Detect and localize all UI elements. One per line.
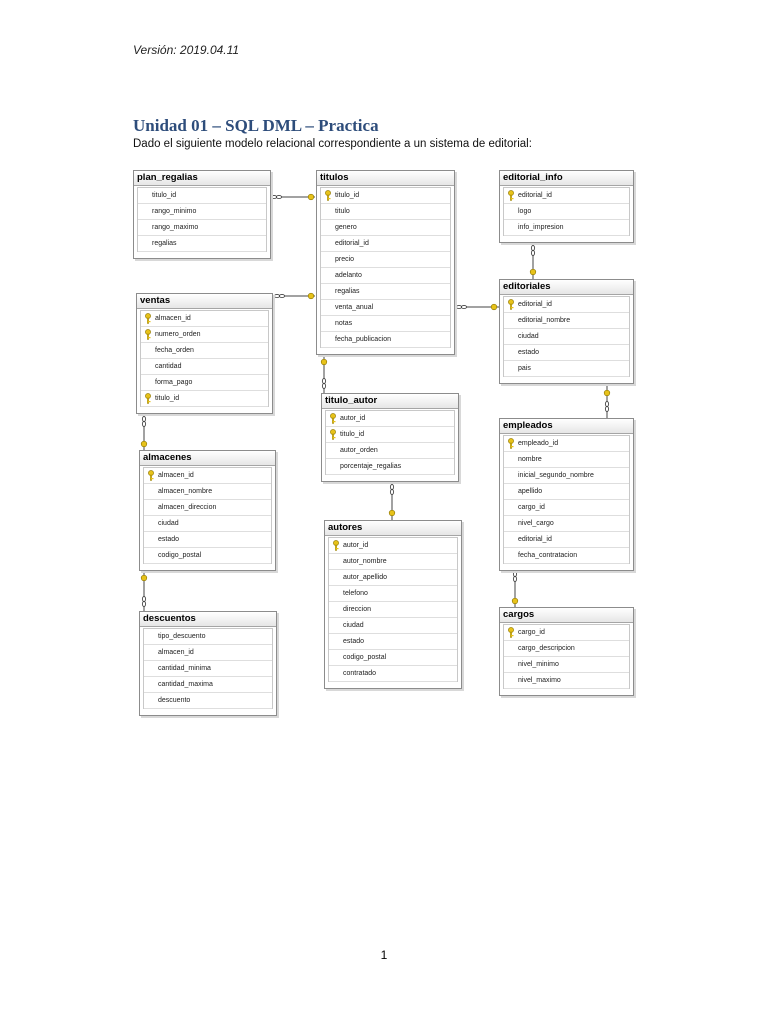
- column-name: cantidad_maxima: [158, 681, 213, 688]
- column-row: [504, 329, 629, 345]
- column-row: [144, 661, 272, 677]
- table-descuentos: [139, 611, 277, 716]
- many-end-marker: [390, 485, 393, 490]
- column-name: almacen_id: [155, 315, 191, 322]
- table-footer: [500, 689, 633, 695]
- column-name: regalias: [152, 240, 177, 247]
- column-name: estado: [158, 536, 180, 543]
- column-row: [144, 677, 272, 693]
- column-row: [321, 268, 450, 284]
- column-name: editorial_id: [518, 192, 552, 199]
- column-name: direccion: [343, 606, 372, 613]
- column-name: venta_anual: [335, 304, 374, 311]
- column-row: [144, 645, 272, 661]
- column-name: almacen_nombre: [158, 488, 213, 495]
- column-row: [329, 634, 457, 650]
- one-end-key-icon: [530, 269, 536, 275]
- column-name: adelanto: [335, 272, 362, 279]
- column-row: [138, 204, 266, 220]
- table-header: empleados: [500, 419, 633, 434]
- column-row: [141, 327, 268, 343]
- table-columns: [140, 310, 269, 407]
- table-editorial-info: [499, 170, 634, 243]
- table-header: cargos: [500, 608, 633, 623]
- column-name: inicial_segundo_nombre: [518, 472, 594, 479]
- many-end-marker: [457, 305, 462, 308]
- column-name: autor_orden: [340, 447, 378, 454]
- many-end-marker: [272, 195, 277, 198]
- column-name: estado: [518, 349, 540, 356]
- many-end-marker: [142, 602, 145, 607]
- one-end-key-icon: [389, 510, 395, 516]
- column-name: almacen_id: [158, 649, 194, 656]
- column-name: fecha_contratacion: [518, 552, 578, 559]
- column-row: [141, 343, 268, 359]
- column-row: [326, 443, 454, 459]
- many-end-marker: [142, 597, 145, 602]
- column-row: [504, 625, 629, 641]
- column-row: [504, 313, 629, 329]
- column-row: [329, 602, 457, 618]
- column-row: [321, 316, 450, 332]
- one-end-key-icon: [141, 441, 147, 447]
- column-row: [504, 204, 629, 220]
- page-number: 1: [380, 948, 388, 962]
- table-columns: [325, 410, 455, 475]
- column-name: pais: [518, 365, 531, 372]
- column-name: regalias: [335, 288, 360, 295]
- column-row: [329, 538, 457, 554]
- column-name: cargo_id: [518, 629, 545, 636]
- table-autores: [324, 520, 462, 689]
- column-row: [329, 554, 457, 570]
- column-row: [329, 570, 457, 586]
- column-row: [321, 252, 450, 268]
- table-columns: [137, 187, 267, 252]
- column-row: [329, 586, 457, 602]
- column-row: [138, 188, 266, 204]
- column-row: [138, 220, 266, 236]
- column-row: [321, 236, 450, 252]
- column-name: rango_maximo: [152, 224, 199, 231]
- many-end-marker: [390, 490, 393, 495]
- many-end-marker: [531, 251, 534, 256]
- column-row: [144, 516, 271, 532]
- one-end-key-icon: [491, 304, 497, 310]
- column-row: [144, 548, 271, 564]
- table-ventas: [136, 293, 273, 414]
- column-name: autor_nombre: [343, 558, 387, 565]
- column-name: editorial_id: [518, 536, 552, 543]
- column-row: [138, 236, 266, 252]
- column-row: [144, 532, 271, 548]
- column-row: [321, 188, 450, 204]
- column-row: [144, 468, 271, 484]
- table-cargos: [499, 607, 634, 696]
- column-name: titulo: [335, 208, 350, 215]
- table-header: titulo_autor: [322, 394, 458, 409]
- column-name: editorial_id: [518, 301, 552, 308]
- table-header: almacenes: [140, 451, 275, 466]
- table-columns: [328, 537, 458, 682]
- one-end-key-icon: [308, 194, 314, 200]
- table-header: editorial_info: [500, 171, 633, 186]
- table-footer: [500, 564, 633, 570]
- column-name: notas: [335, 320, 353, 327]
- table-columns: [143, 467, 272, 564]
- column-name: nivel_maximo: [518, 677, 561, 684]
- table-columns: [503, 187, 630, 236]
- column-row: [504, 361, 629, 377]
- table-header: plan_regalias: [134, 171, 270, 186]
- column-row: [326, 411, 454, 427]
- column-row: [144, 629, 272, 645]
- column-row: [141, 391, 268, 407]
- column-name: cargo_id: [518, 504, 545, 511]
- column-name: rango_minimo: [152, 208, 197, 215]
- column-name: nivel_minimo: [518, 661, 559, 668]
- many-end-marker: [513, 572, 516, 577]
- many-end-marker: [275, 294, 280, 297]
- column-name: almacen_id: [158, 472, 194, 479]
- many-end-marker: [277, 195, 282, 198]
- column-name: telefono: [343, 590, 368, 597]
- table-footer: [134, 252, 270, 258]
- many-end-marker: [280, 294, 285, 297]
- table-columns: [503, 624, 630, 689]
- column-name: autor_id: [343, 542, 369, 549]
- column-name: nivel_cargo: [518, 520, 554, 527]
- column-name: titulo_id: [152, 192, 177, 199]
- column-row: [504, 468, 629, 484]
- many-end-marker: [322, 384, 325, 389]
- column-name: precio: [335, 256, 355, 263]
- column-name: empleado_id: [518, 440, 559, 447]
- column-row: [144, 484, 271, 500]
- column-name: apellido: [518, 488, 543, 495]
- column-name: info_impresion: [518, 224, 564, 231]
- column-name: editorial_nombre: [518, 317, 571, 324]
- one-end-key-icon: [512, 598, 518, 604]
- one-end-key-icon: [308, 293, 314, 299]
- column-name: cantidad: [155, 363, 182, 370]
- column-row: [504, 657, 629, 673]
- column-row: [504, 345, 629, 361]
- column-row: [504, 673, 629, 689]
- column-name: forma_pago: [155, 379, 193, 386]
- table-columns: [143, 628, 273, 709]
- column-row: [141, 359, 268, 375]
- table-footer: [500, 236, 633, 242]
- column-row: [326, 459, 454, 475]
- column-name: tipo_descuento: [158, 633, 206, 640]
- column-row: [504, 516, 629, 532]
- column-name: logo: [518, 208, 532, 215]
- column-row: [326, 427, 454, 443]
- column-name: fecha_orden: [155, 347, 194, 354]
- column-name: porcentaje_regalias: [340, 463, 402, 470]
- column-row: [504, 484, 629, 500]
- column-row: [321, 284, 450, 300]
- column-name: contratado: [343, 670, 377, 677]
- column-row: [504, 297, 629, 313]
- column-name: fecha_publicacion: [335, 336, 392, 343]
- many-end-marker: [322, 379, 325, 384]
- column-row: [141, 375, 268, 391]
- column-name: autor_id: [340, 415, 366, 422]
- one-end-key-icon: [321, 359, 327, 365]
- column-name: genero: [335, 224, 357, 231]
- table-footer: [140, 709, 276, 715]
- column-name: cargo_descripcion: [518, 645, 575, 652]
- column-row: [504, 532, 629, 548]
- table-columns: [320, 187, 451, 348]
- table-header: autores: [325, 521, 461, 536]
- many-end-marker: [605, 402, 608, 407]
- column-row: [504, 188, 629, 204]
- table-columns: [503, 296, 630, 377]
- column-row: [141, 311, 268, 327]
- column-row: [321, 204, 450, 220]
- table-columns: [503, 435, 630, 564]
- column-name: titulo_id: [340, 431, 365, 438]
- table-editoriales: [499, 279, 634, 384]
- column-name: cantidad_minima: [158, 665, 211, 672]
- column-row: [144, 500, 271, 516]
- table-footer: [140, 564, 275, 570]
- column-name: autor_apellido: [343, 574, 387, 581]
- column-name: nombre: [518, 456, 542, 463]
- document-title: Unidad 01 – SQL DML – Practica: [133, 116, 379, 135]
- one-end-key-icon: [604, 390, 610, 396]
- table-footer: [500, 377, 633, 383]
- table-header: editoriales: [500, 280, 633, 295]
- table-footer: [317, 348, 454, 354]
- column-row: [329, 618, 457, 634]
- column-row: [504, 220, 629, 236]
- table-header: descuentos: [140, 612, 276, 627]
- table-titulos: [316, 170, 455, 355]
- many-end-marker: [462, 305, 467, 308]
- table-footer: [322, 475, 458, 481]
- column-name: almacen_direccion: [158, 504, 217, 511]
- one-end-key-icon: [141, 575, 147, 581]
- column-row: [144, 693, 272, 709]
- column-name: editorial_id: [335, 240, 369, 247]
- column-name: ciudad: [158, 520, 179, 527]
- column-name: codigo_postal: [343, 654, 387, 661]
- column-row: [504, 548, 629, 564]
- table-empleados: [499, 418, 634, 571]
- many-end-marker: [142, 417, 145, 422]
- table-footer: [325, 682, 461, 688]
- many-end-marker: [513, 577, 516, 582]
- table-header: ventas: [137, 294, 272, 309]
- column-row: [321, 220, 450, 236]
- table-almacenes: [139, 450, 276, 571]
- column-name: titulo_id: [335, 192, 360, 199]
- table-footer: [137, 407, 272, 413]
- column-name: descuento: [158, 697, 191, 704]
- column-row: [504, 436, 629, 452]
- many-end-marker: [605, 407, 608, 412]
- many-end-marker: [142, 422, 145, 427]
- column-name: codigo_postal: [158, 552, 202, 559]
- version-label: Versión: 2019.04.11: [133, 43, 240, 57]
- many-end-marker: [531, 246, 534, 251]
- column-row: [329, 650, 457, 666]
- column-row: [504, 641, 629, 657]
- column-name: ciudad: [343, 622, 364, 629]
- document-subtitle: Dado el siguiente modelo relacional correspondiente a un sistema de editorial:: [133, 138, 532, 150]
- column-row: [321, 300, 450, 316]
- column-name: ciudad: [518, 333, 539, 340]
- column-row: [504, 500, 629, 516]
- column-row: [329, 666, 457, 682]
- column-row: [504, 452, 629, 468]
- column-name: estado: [343, 638, 365, 645]
- table-plan-regalias: [133, 170, 271, 259]
- column-name: numero_orden: [155, 331, 201, 338]
- table-header: titulos: [317, 171, 454, 186]
- column-name: titulo_id: [155, 395, 180, 402]
- table-titulo-autor: [321, 393, 459, 482]
- column-row: [321, 332, 450, 348]
